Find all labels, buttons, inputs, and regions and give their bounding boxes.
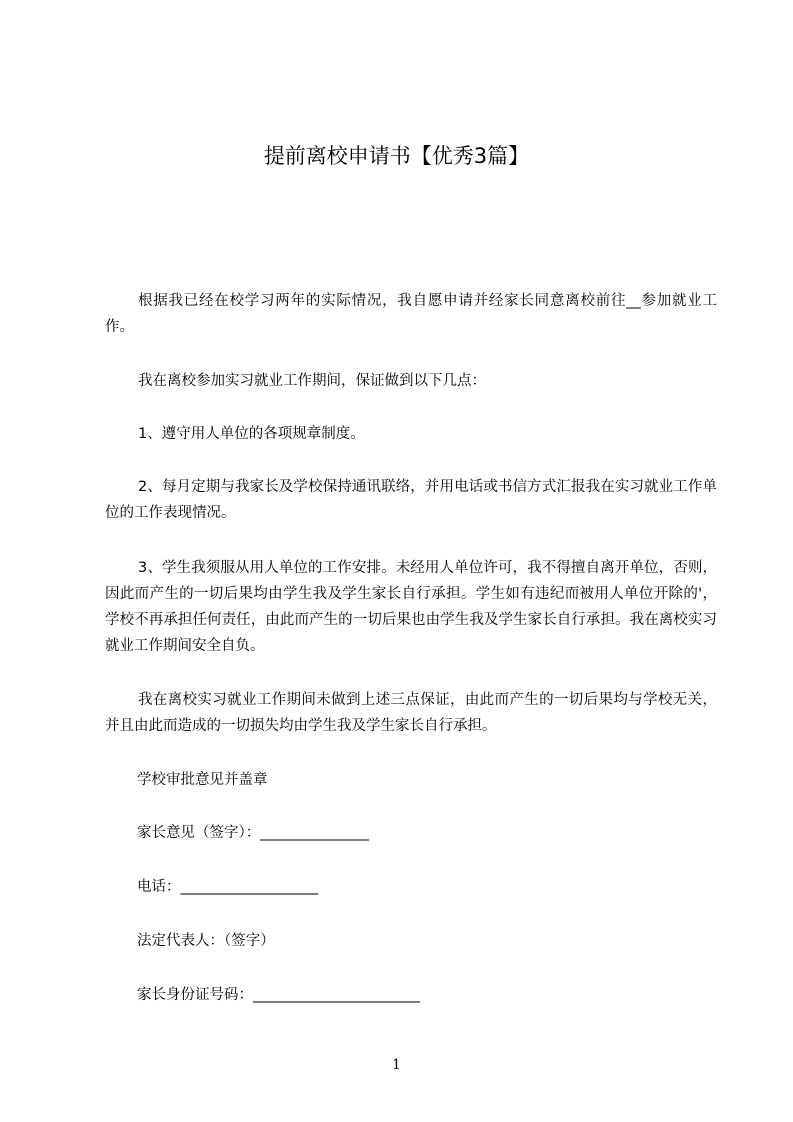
paragraph-item-3: 3、学生我须服从用人单位的工作安排。未经用人单位许可，我不得擅自离开单位，否则，因此而产生的一切后果均由学生我及学生家长自行承担。学生如有违纪而被用人单位开除的'，学校不再承担任何责任，由此而产生的一切后果也由学生我及学生家长自行承担。我在离校实习就业工作期间安全自负。 xyxy=(105,560,717,654)
phone-field: 电话：___________________ xyxy=(137,879,319,895)
page-number: 1 xyxy=(392,1057,401,1073)
parent-id-field: 家长身份证号码：_______________________ xyxy=(137,987,420,1003)
paragraph-intro: 根据我已经在校学习两年的实际情况，我自愿申请并经家长同意离校前往__参加就业工作。 xyxy=(105,293,717,335)
paragraph-disclaimer: 我在离校实习就业工作期间未做到上述三点保证，由此而产生的一切后果均与学校无关，并且由此而造成的一切损失均由学生我及学生家长自行承担。 xyxy=(105,692,717,734)
school-approval-label: 学校审批意见并盖章 xyxy=(137,772,268,788)
page-title: 提前离校申请书【优秀3篇】 xyxy=(263,144,530,168)
legal-representative-field: 法定代表人：（签字） xyxy=(137,933,275,949)
parent-signature-field: 家长意见（签字）：_______________ xyxy=(137,825,369,841)
paragraph-pledge-lead: 我在离校参加实习就业工作期间，保证做到以下几点： xyxy=(138,373,486,389)
paragraph-item-1: 1、遵守用人单位的各项规章制度。 xyxy=(138,426,365,442)
paragraph-item-2: 2、每月定期与我家长及学校保持通讯联络，并用电话或书信方式汇报我在实习就业工作单位的工作表现情况。 xyxy=(105,479,717,521)
